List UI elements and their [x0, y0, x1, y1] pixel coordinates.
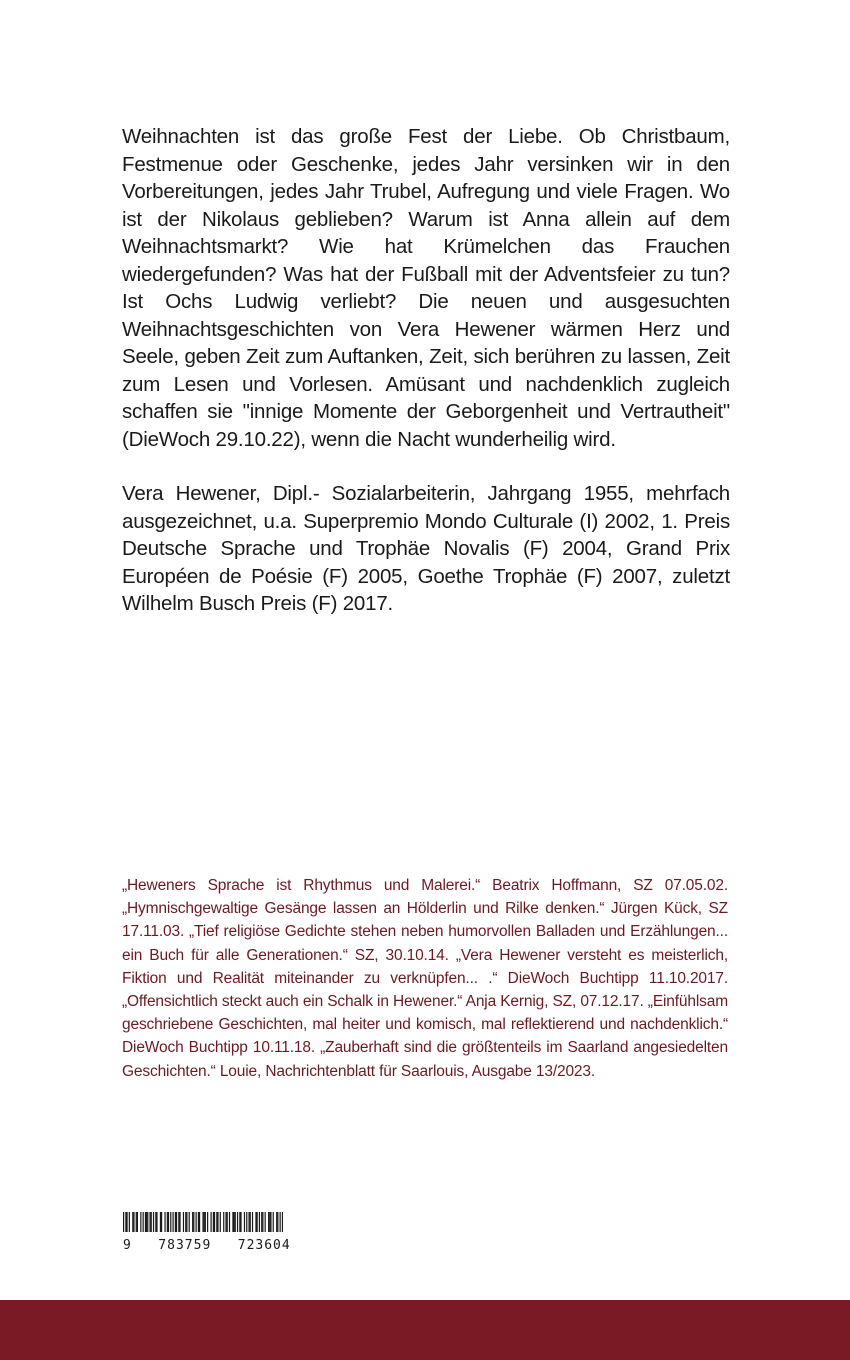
barcode-bar [176, 1212, 177, 1232]
barcode-bar [153, 1212, 154, 1232]
barcode-bar [237, 1212, 238, 1232]
barcode-bar [240, 1212, 241, 1232]
barcode-bar [145, 1212, 146, 1232]
barcode-bar [198, 1212, 199, 1232]
barcode-bar [129, 1212, 130, 1232]
barcode-bar [164, 1212, 165, 1232]
barcode-bar [214, 1212, 215, 1232]
barcode-bar [235, 1212, 236, 1232]
barcode-bar [229, 1212, 230, 1232]
barcode-bar [172, 1212, 173, 1232]
barcode-bar [248, 1212, 249, 1232]
barcode-bar [123, 1212, 124, 1232]
barcode-bar [205, 1212, 206, 1232]
barcode-bar [125, 1212, 126, 1232]
barcode-bar [202, 1212, 203, 1232]
barcode-bar [199, 1212, 200, 1232]
barcode-bar [183, 1212, 184, 1232]
barcode-bar [149, 1212, 150, 1232]
barcode-bar [126, 1212, 127, 1232]
barcode-bar [132, 1212, 133, 1232]
bottom-color-band [0, 1300, 850, 1360]
barcode-bar [276, 1212, 277, 1232]
barcode-bar [168, 1212, 169, 1232]
barcode-bar [269, 1212, 270, 1232]
barcode-bar [259, 1212, 260, 1232]
barcode-bar [143, 1212, 144, 1232]
barcode-bar [244, 1212, 245, 1232]
barcode-bar [261, 1212, 262, 1232]
barcode-bar [232, 1212, 233, 1232]
barcode-bar [170, 1212, 171, 1232]
barcode-bar [246, 1212, 247, 1232]
barcode-bar [210, 1212, 211, 1232]
barcode-bar [227, 1212, 228, 1232]
barcode-bar [186, 1212, 187, 1232]
blurb-paragraph-author-bio: Vera Hewener, Dipl.- Sozialarbeiterin, Jahrgang 1955, mehrfach ausgezeichnet, u.a. Superpremio Mondo Culturale (I) 2002, 1. Preis Deutsche Sprache und Trophäe Novalis (F) 2004, Grand Prix Européen de Poésie (F) 2005, Goethe Trophäe (F) 2007, zuletzt Wilhelm Busch Preis (F) 2017. [122, 482, 730, 615]
barcode-bar [196, 1212, 197, 1232]
barcode-bars [123, 1212, 283, 1232]
barcode-bar [282, 1212, 283, 1232]
barcode-bar [204, 1212, 205, 1232]
barcode-bar [151, 1212, 152, 1232]
barcode-bar [155, 1212, 156, 1232]
barcode-bar [207, 1212, 208, 1232]
barcode-bar [179, 1212, 180, 1232]
barcode-bar [223, 1212, 224, 1232]
barcode-bar [257, 1212, 258, 1232]
barcode-bar [147, 1212, 148, 1232]
barcode-bar [137, 1212, 138, 1232]
barcode-bar [185, 1212, 186, 1232]
barcode-bar [280, 1212, 281, 1232]
barcode-bar [273, 1212, 274, 1232]
barcode-bar [193, 1212, 194, 1232]
barcode-digits: 9 783759 723604 [123, 1238, 291, 1253]
barcode-bar [156, 1212, 157, 1232]
barcode-bar [160, 1212, 161, 1232]
barcode-bar [270, 1212, 271, 1232]
barcode-bar [136, 1212, 137, 1232]
barcode-bar [175, 1212, 176, 1232]
barcode-bar [239, 1212, 240, 1232]
barcode-bar [252, 1212, 253, 1232]
barcode-bar [277, 1212, 278, 1232]
barcode-bar [225, 1212, 226, 1232]
barcode-bar [161, 1212, 162, 1232]
barcode-bar [268, 1212, 269, 1232]
barcode-bar [234, 1212, 235, 1232]
barcode-bar [140, 1212, 141, 1232]
barcode-bar [189, 1212, 190, 1232]
barcode-bar [178, 1212, 179, 1232]
barcode-bar [167, 1212, 168, 1232]
barcode-bar [216, 1212, 217, 1232]
barcode-bar [255, 1212, 256, 1232]
barcode-bar [265, 1212, 266, 1232]
press-quotes: „Heweners Sprache ist Rhythmus und Malerei.“ Beatrix Hoffmann, SZ 07.05.02. „Hymnischgewaltige Gesänge lassen an Hölderlin und Rilke denken.“ Jürgen Kück, SZ 17.11.03. „Tief religiöse Gedichte stehen neben humorvollen Balladen und Erzählungen... ein Buch für alle Generationen.“ SZ, 30.10.14. „Vera Hewener versteht es meisterlich, Fiktion und Realität miteinander zu verknüpfen... .“ DieWoch Buchtipp 11.10.2017. „Offensichtlich steckt auch ein Schalk in Hewener.“ Anja Kernig, SZ, 07.12.17. „Einfühlsam geschriebene Geschichten, mal heiter und komisch, mal reflektierend und nachdenklich.“ DieWoch Buchtipp 10.11.18. „Zauberhaft sind die größtenteils im Saarland angesiedelten Geschichten.“ Louie, Nachrichtenblatt für Saarlouis, Ausgabe 13/2023. [122, 877, 728, 1080]
barcode-bar [220, 1212, 221, 1232]
isbn-barcode [123, 1212, 291, 1253]
blurb-paragraph-summary: Weihnachten ist das große Fest der Liebe. Ob Christbaum, Festmenue oder Geschenke, jedes Jahr versinken wir in den Vorbereitungen, jedes Jahr Trubel, Aufregung und viele Fragen. Wo ist der Nikolaus geblieben? Warum ist Anna allein auf dem Weihnachtsmarkt? Wie hat Krümelchen das Frauchen wiedergefunden? Was hat der Fußball mit der Adventsfeier zu tun? Ist Ochs Ludwig verliebt? Die neuen und ausgesuchten Weihnachtsgeschichten von Vera Hewener wärmen Herz und Seele, geben Zeit zum Auftanken, Zeit, sich berühren zu lassen, Zeit zum Lesen und Vorlesen. Amüsant und nachdenklich zugleich schaffen sie "innige Momente der Geborgenheit und Vertrautheit" (DieWoch 29.10.22), wenn die Nacht wunderheilig wird. [122, 125, 730, 451]
barcode-bar [133, 1212, 134, 1232]
barcode-bar [192, 1212, 193, 1232]
back-cover-blurb [122, 123, 730, 645]
barcode-bar [217, 1212, 218, 1232]
barcode-bar [146, 1212, 147, 1232]
barcode-bar [262, 1212, 263, 1232]
barcode-bar [250, 1212, 251, 1232]
barcode-bar [213, 1212, 214, 1232]
